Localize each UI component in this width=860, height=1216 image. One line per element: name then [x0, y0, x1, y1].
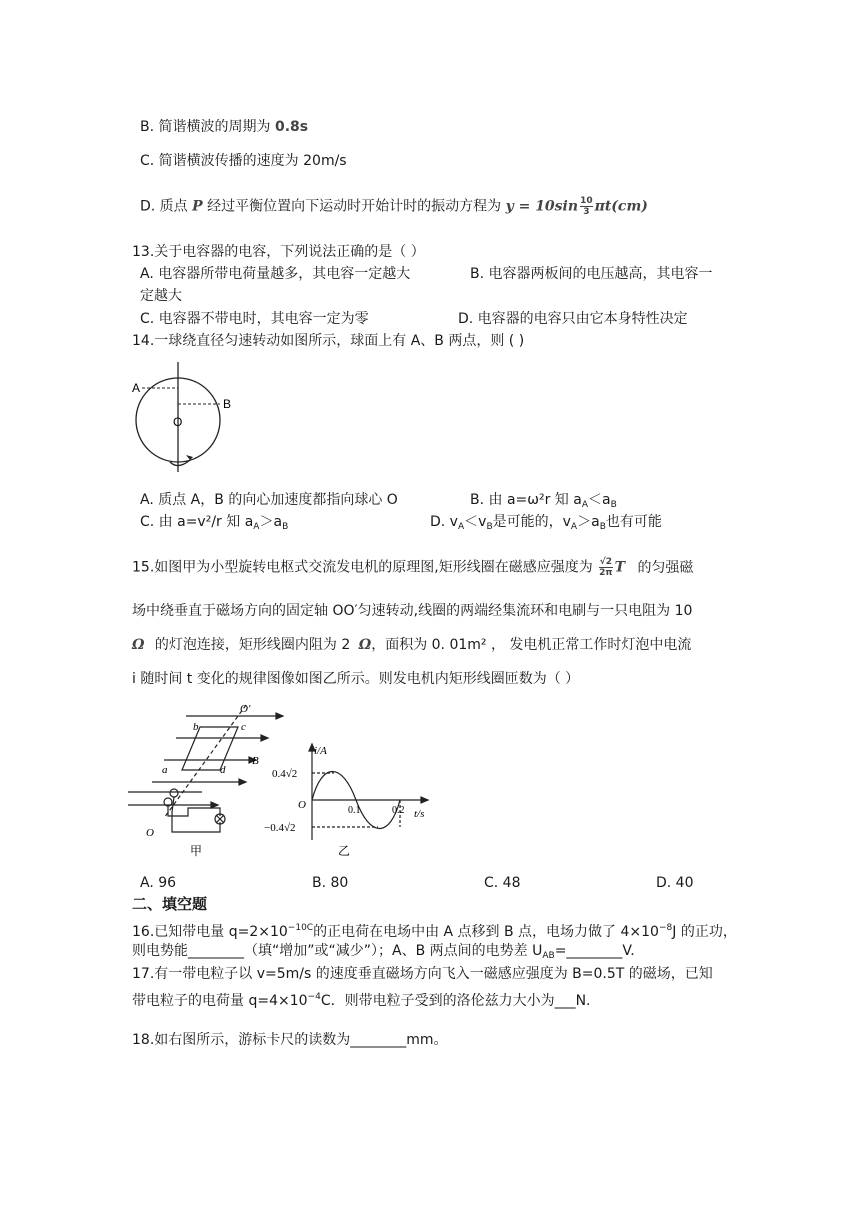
q15-option-d: D. 40	[656, 875, 694, 891]
svg-text:0.2: 0.2	[392, 805, 405, 816]
q13-option-b: B. 电容器两板间的电压越高，其电容一	[470, 266, 713, 282]
q14-option-c: C. 由 a=v²/r 知 $a_A>a_B$	[140, 514, 289, 532]
current-graph	[262, 742, 442, 862]
svg-text:O: O	[298, 799, 306, 811]
q14-option-a: A. 质点 A，B 的向心加速度都指向球心 O	[140, 492, 398, 508]
svg-text:乙: 乙	[338, 844, 351, 858]
q14-option-b: B. 由 a=ω²r 知 $a_A<a_B$	[470, 492, 617, 510]
svg-text:−0.4√2: −0.4√2	[264, 822, 296, 834]
q15-line-3: Ω 的灯泡连接，矩形线圈内阻为 2 Ω，面积为 0. 01m² ， 发电机正常工作时灯泡中电流	[132, 637, 692, 653]
q17-line-1: 17.有一带电粒子以 v=5m/s 的速度垂直磁场方向飞入一磁感应强度为 B=0.5T 的磁场，已知	[132, 966, 713, 982]
q16-line-1: 16.已知带电量 $q=2\times 10^{-10C}$的正电荷在电场中由 A 点移到 B 点，电场力做了 $4\times 10^{-8}J$ 的正功，	[132, 923, 737, 940]
svg-text:O′: O′	[240, 703, 251, 715]
svg-text:i/A: i/A	[314, 745, 327, 757]
q15-option-a: A. 96	[140, 875, 177, 891]
label-o: O	[173, 415, 183, 429]
q13-option-c: C. 电容器不带电时，其电容一定为零	[140, 311, 369, 327]
svg-text:t/s: t/s	[414, 808, 425, 820]
svg-text:B: B	[252, 755, 259, 767]
svg-text:0.4√2: 0.4√2	[272, 768, 298, 780]
svg-text:a: a	[162, 764, 168, 776]
q15-line-4: i 随时间 t 变化的规律图像如图乙所示。则发电机内矩形线圈匝数为（ ）	[132, 671, 580, 687]
q13-option-b-cont: 定越大	[140, 288, 182, 304]
svg-text:d: d	[220, 764, 226, 776]
section-heading: 二、填空题	[132, 895, 208, 913]
q15-option-b: B. 80	[312, 875, 349, 891]
q14-stem: 14.一球绕直径匀速转动如图所示，球面上有 A、B 两点，则 ( )	[132, 333, 525, 349]
svg-text:c: c	[241, 721, 246, 733]
q13-stem: 13.关于电容器的电容，下列说法正确的是（ ）	[132, 244, 425, 260]
q13-option-a: A. 电容器所带电荷量越多，其电容一定越大	[140, 266, 411, 282]
sphere-figure	[130, 360, 250, 475]
q12-option-d: D. 质点 P 经过平衡位置向下运动时开始计时的振动方程为 y = 10sin $\frac{10}{3}$ πt(cm)	[140, 196, 648, 217]
q17-line-2: 带电粒子的电荷量 $q=4\times 10^{-4}C$．则带电粒子受到的洛伦兹力大小为___N.	[132, 992, 591, 1009]
q12-option-c: C. 简谐横波传播的速度为 20m/s	[140, 153, 347, 169]
q15-line-2: 场中绕垂直于磁场方向的固定轴 OO′匀速转动,线圈的两端经集流环和电刷与一只电阻为 10	[132, 603, 693, 619]
svg-text:甲: 甲	[190, 844, 203, 858]
label-b: B	[223, 397, 232, 411]
q15-option-c: C. 48	[484, 875, 521, 891]
svg-text:O: O	[146, 827, 154, 839]
label-a: A	[132, 381, 141, 395]
q15-line-1: 15.如图甲为小型旋转电枢式交流发电机的原理图,矩形线圈在磁感应强度为 $\frac{√2}{2\pi}$ T 的匀强磁	[132, 557, 694, 578]
svg-text:b: b	[193, 721, 199, 733]
q16-line-2: 则电势能________（填“增加”或“减少”）；A、B 两点间的电势差 $U_{AB}=\_\_\_\_\_\_\_\_V$.	[132, 943, 635, 961]
q12-option-b: B. 简谐横波的周期为 0.8s	[140, 119, 309, 135]
q13-option-d: D. 电容器的电容只由它本身特性决定	[458, 311, 688, 327]
svg-text:0.1: 0.1	[348, 805, 361, 816]
q14-option-d: D. $v_A<v_B$是可能的，$v_A>a_B$也有可能	[430, 514, 662, 532]
q18-line: 18.如右图所示，游标卡尺的读数为________mm。	[132, 1032, 448, 1048]
